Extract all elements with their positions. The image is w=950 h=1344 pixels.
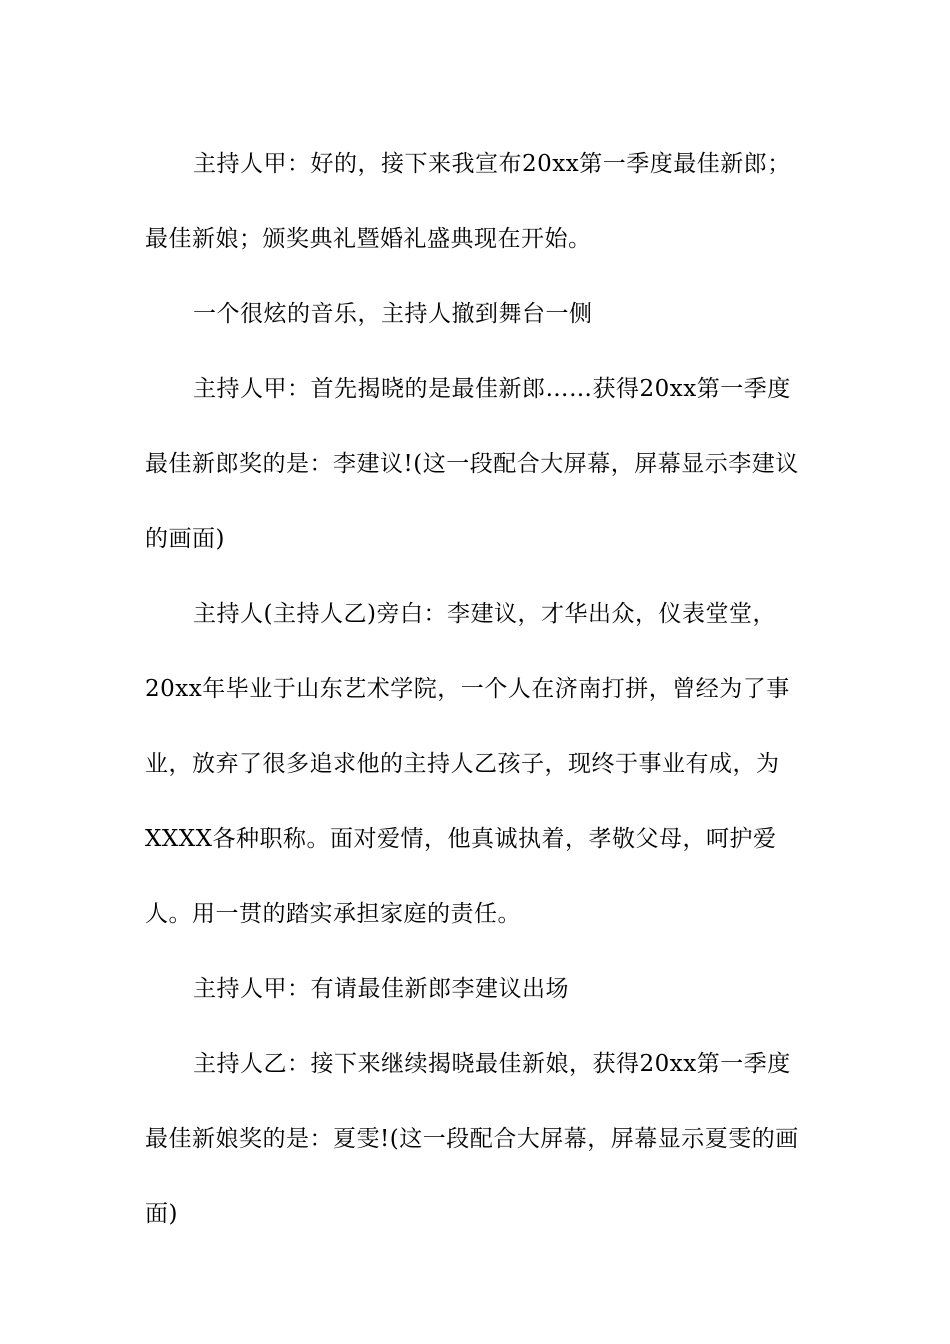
paragraph-opening: 主持人甲：好的，接下来我宣布20xx第一季度最佳新郎；最佳新娘；颁奖典礼暨婚礼盛典现在开始。 bbox=[145, 151, 791, 252]
paragraph-groom-narration: 主持人(主持人乙)旁白：李建议，才华出众，仪表堂堂，20xx年毕业于山东艺术学院，一个人在济南打拼，曾经为了事业，放弃了很多追求他的主持人乙孩子，现终于事业有成，为XXXX各种职称。面对爱情，他真诚执着，孝敬父母，呵护爱人。用一贯的踏实承担家庭的责任。 bbox=[145, 601, 790, 927]
paragraph-bride-announcement: 主持人乙：接下来继续揭晓最佳新娘，获得20xx第一季度最佳新娘奖的是：夏雯!(这一段配合大屏幕，屏幕显示夏雯的画面) bbox=[145, 1051, 799, 1227]
paragraph-music-cue: 一个很炫的音乐，主持人撤到舞台一侧 bbox=[193, 301, 593, 327]
paragraph-groom-entrance: 主持人甲：有请最佳新郎李建议出场 bbox=[193, 976, 569, 1002]
paragraph-groom-announcement: 主持人甲：首先揭晓的是最佳新郎……获得20xx第一季度最佳新郎奖的是：李建议!(这一段配合大屏幕，屏幕显示李建议的画面) bbox=[145, 376, 799, 552]
document-body bbox=[145, 127, 813, 1252]
